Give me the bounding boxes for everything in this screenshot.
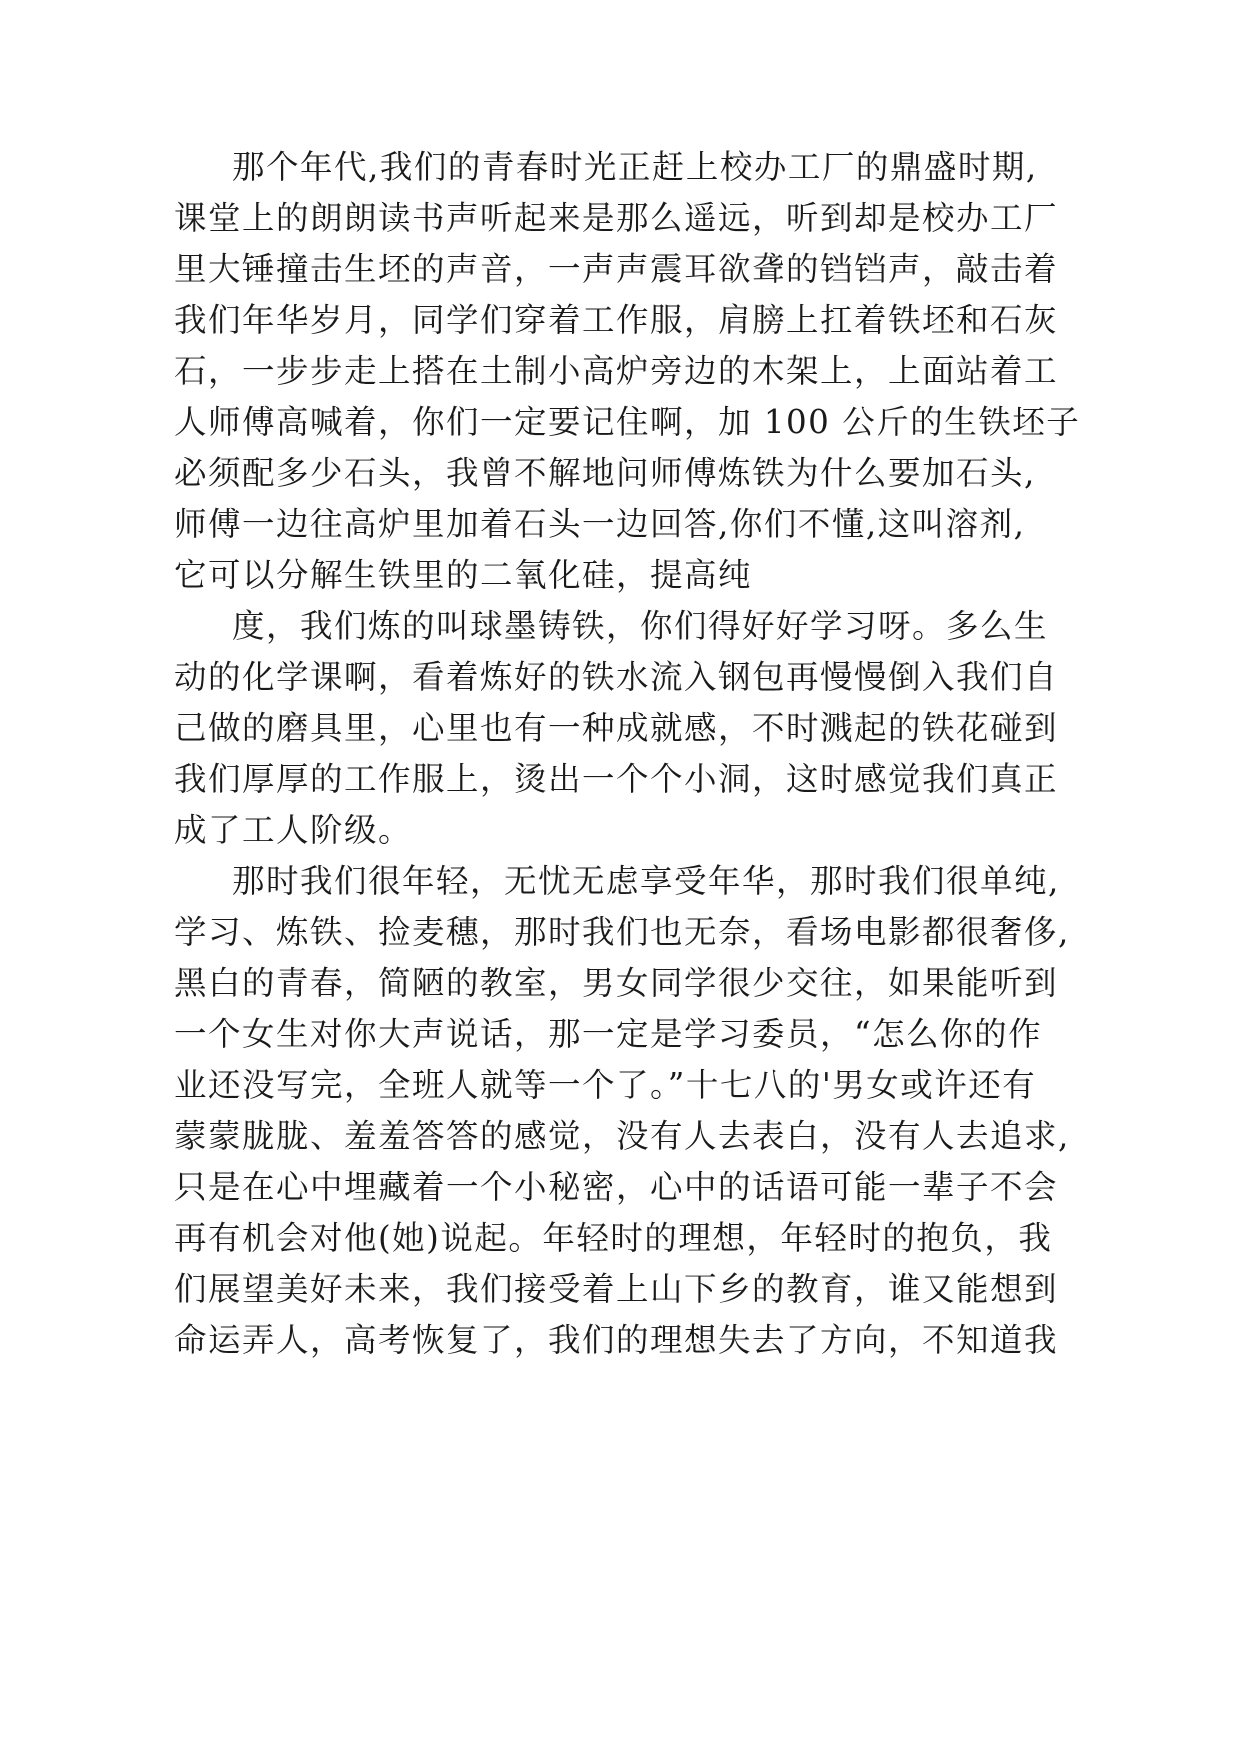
paragraph-1-line-3: 里大锤撞击生坯的声音，一声声震耳欲聋的铛铛声，敲击着 [174,250,1059,288]
paragraph-3-line-2: 学习、炼铁、捡麦穗，那时我们也无奈，看场电影都很奢侈, [174,913,1070,951]
paragraph-1-line-5: 石，一步步走上搭在土制小高炉旁边的木架上，上面站着工 [174,352,1059,390]
paragraph-1-line-1: 那个年代,我们的青春时光正赶上校办工厂的鼎盛时期, [232,148,1038,186]
paragraph-1-line-7: 必须配多少石头，我曾不解地问师傅炼铁为什么要加石头, [174,454,1036,492]
paragraph-2-line-1: 度，我们炼的叫球墨铸铁，你们得好好学习呀。多么生 [232,607,1049,645]
paragraph-2-line-5: 成了工人阶级。 [174,811,413,849]
paragraph-3-line-1: 那时我们很年轻，无忧无虑享受年华，那时我们很单纯, [232,862,1060,900]
paragraph-3-line-4: 一个女生对你大声说话，那一定是学习委员，“怎么你的作 [174,1015,1043,1053]
paragraph-1-line-4: 我们年华岁月，同学们穿着工作服，肩膀上扛着铁坯和石灰 [174,301,1059,339]
paragraph-3-line-9: 们展望美好未来，我们接受着上山下乡的教育，谁又能想到 [174,1270,1059,1308]
paragraph-3-line-5: 业还没写完，全班人就等一个了。”十七八的'男女或许还有 [174,1066,1037,1104]
paragraph-1-line-6: 人师傅高喊着，你们一定要记住啊，加 100 公斤的生铁坯子 [174,403,1081,441]
paragraph-1-line-2: 课堂上的朗朗读书声听起来是那么遥远，听到却是校办工厂 [174,199,1059,237]
paragraph-2-line-3: 己做的磨具里，心里也有一种成就感，不时溅起的铁花碰到 [174,709,1059,747]
paragraph-1-line-9: 它可以分解生铁里的二氧化硅，提高纯 [174,556,753,594]
paragraph-3-line-10: 命运弄人，高考恢复了，我们的理想失去了方向，不知道我 [174,1321,1059,1359]
paragraph-2-line-2: 动的化学课啊，看着炼好的铁水流入钢包再慢慢倒入我们自 [174,658,1059,696]
paragraph-1-line-8: 师傅一边往高炉里加着石头一边回答,你们不懂,这叫溶剂, [174,505,1026,543]
paragraph-3-line-7: 只是在心中埋藏着一个小秘密，心中的话语可能一辈子不会 [174,1168,1059,1206]
paragraph-3-line-3: 黑白的青春，简陋的教室，男女同学很少交往，如果能听到 [174,964,1059,1002]
paragraph-3-line-8: 再有机会对他(她)说起。年轻时的理想，年轻时的抱负，我 [174,1219,1053,1257]
paragraph-2-line-4: 我们厚厚的工作服上，烫出一个个小洞，这时感觉我们真正 [174,760,1059,798]
paragraph-3-line-6: 蒙蒙胧胧、羞羞答答的感觉，没有人去表白，没有人去追求, [174,1117,1070,1155]
